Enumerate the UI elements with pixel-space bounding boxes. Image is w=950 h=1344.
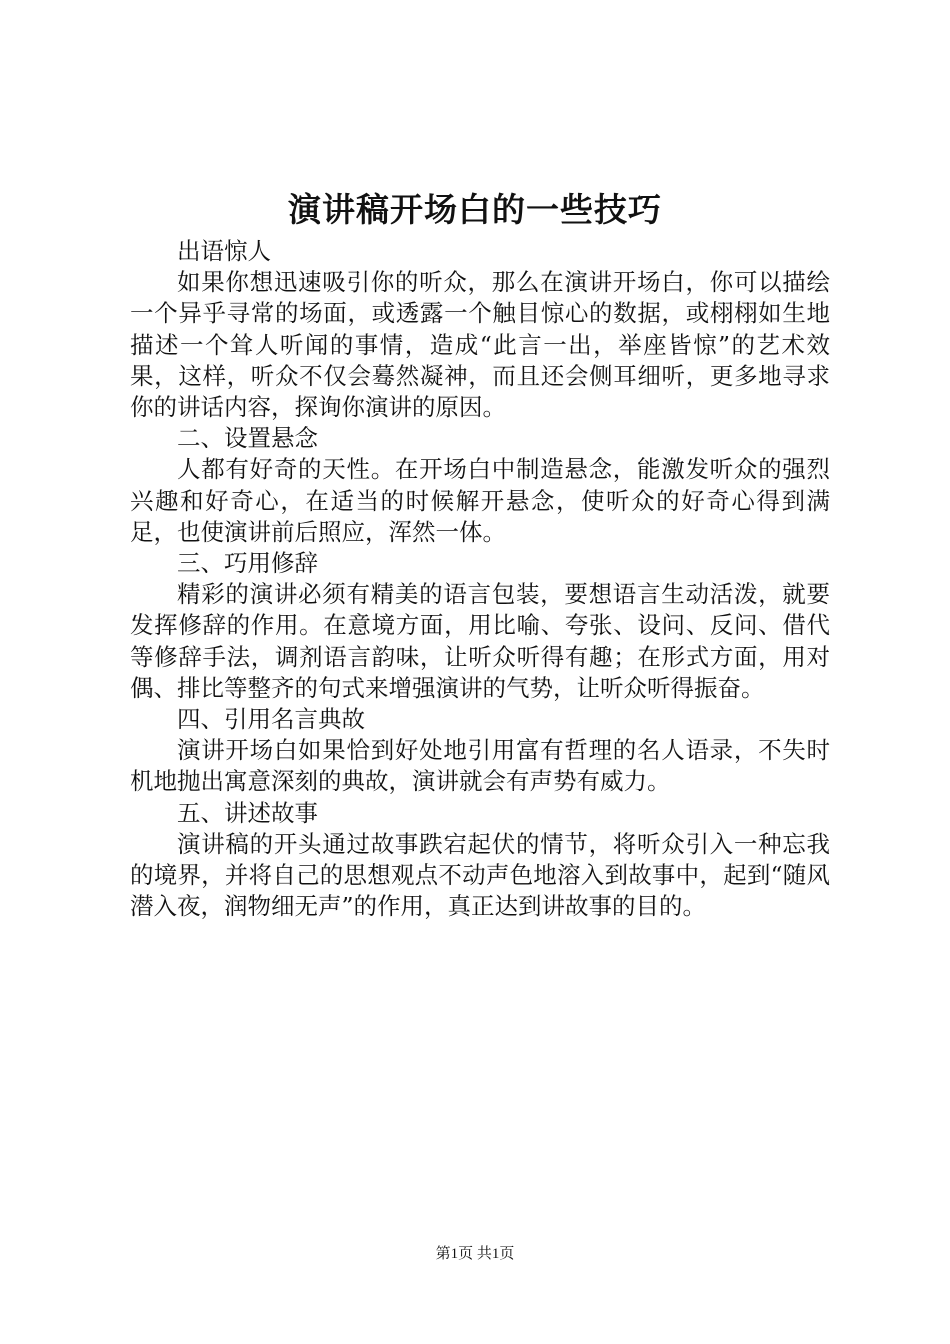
document-body — [130, 236, 830, 922]
paragraph-3: 精彩的演讲必须有精美的语言包装，要想语言生动活泼，就要发挥修辞的作用。在意境方面，用比喻、夸张、设问、反问、借代等修辞手法，调剂语言韵味，让听众听得有趣；在形式方面，用对偶、排比等整齐的句式来增强演讲的气势，让听众听得振奋。 — [130, 580, 830, 702]
paragraph-4: 演讲开场白如果恰到好处地引用富有哲理的名人语录，不失时机地抛出寓意深刻的典故，演讲就会有声势有威力。 — [130, 736, 830, 796]
page-footer — [0, 1244, 950, 1264]
section-heading-3: 三、巧用修辞 — [177, 549, 318, 578]
section-heading-4: 四、引用名言典故 — [177, 705, 365, 734]
paragraph-1: 如果你想迅速吸引你的听众，那么在演讲开场白，你可以描绘一个异乎寻常的场面，或透露一个触目惊心的数据，或栩栩如生地描述一个耸人听闻的事情，造成“此言一出，举座皆惊”的艺术效果，这样，听众不仅会蓦然凝神，而且还会侧耳细听，更多地寻求你的讲话内容，探询你演讲的原因。 — [130, 268, 830, 422]
page-total: 共1页 — [476, 1246, 515, 1262]
page-number: 第1页 — [435, 1246, 474, 1262]
paragraph-5: 演讲稿的开头通过故事跌宕起伏的情节，将听众引入一种忘我的境界，并将自己的思想观点不动声色地溶入到故事中，起到“随风潜入夜，润物细无声”的作用，真正达到讲故事的目的。 — [130, 829, 830, 921]
section-heading-1: 出语惊人 — [177, 237, 271, 265]
paragraph-2: 人都有好奇的天性。在开场白中制造悬念，能激发听众的强烈兴趣和好奇心，在适当的时候解开悬念，使听众的好奇心得到满足，也使演讲前后照应，浑然一体。 — [130, 455, 830, 546]
section-heading-5: 五、讲述故事 — [177, 798, 318, 827]
section-heading-2: 二、设置悬念 — [177, 424, 318, 453]
document-title: 演讲稿开场白的一些技巧 — [288, 190, 662, 229]
